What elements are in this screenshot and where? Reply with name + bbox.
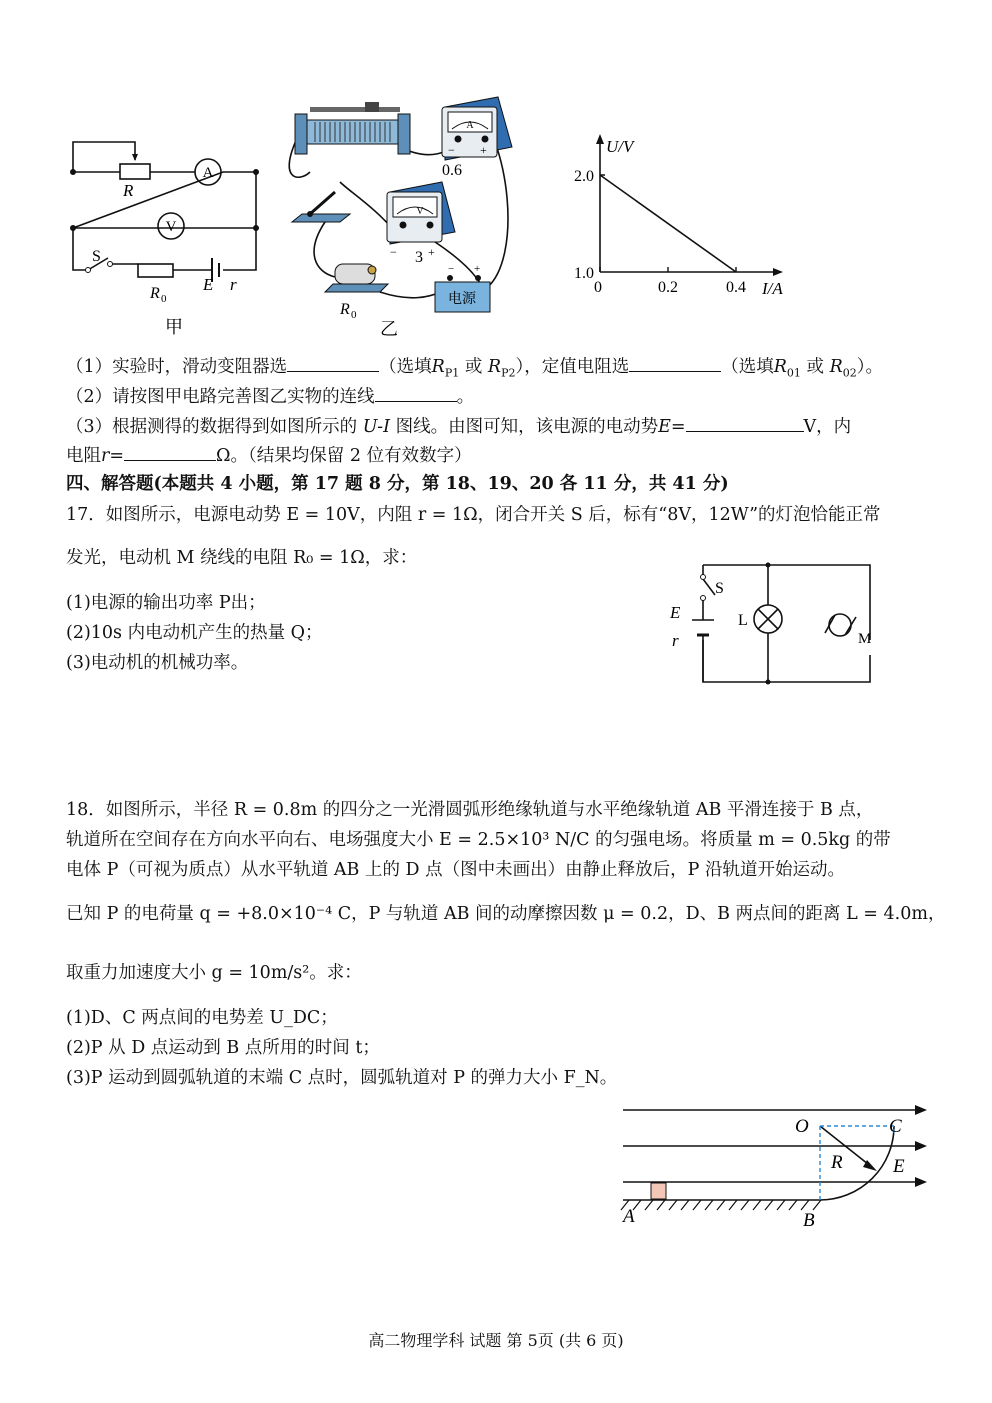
q3b-text: 电阻 bbox=[66, 446, 101, 466]
section-4-heading: 四、解答题(本题共 4 小题，第 17 题 8 分，第 18、19、20 各 11 分，共 41 分) bbox=[66, 474, 729, 494]
q1-hint: （选填 bbox=[379, 357, 432, 377]
q3-text: （3）根据测得的数据得到如图所示的 bbox=[66, 417, 358, 437]
x-axis-label: I/A bbox=[762, 279, 783, 298]
q1-text: （1）实验时，滑动变阻器选 bbox=[66, 357, 288, 377]
x-tick-label: 0 bbox=[594, 279, 602, 296]
q3-blank-resistance[interactable] bbox=[124, 443, 216, 461]
r-symbol: r bbox=[101, 446, 110, 466]
figure-caption-yi: 乙 bbox=[380, 319, 398, 339]
point-a-label: A bbox=[623, 1206, 635, 1227]
emf-symbol: E bbox=[658, 417, 671, 437]
ammeter-minus: − bbox=[448, 143, 455, 157]
q18-sub-1: (1)D、C 两点间的电势差 U_DC； bbox=[66, 1008, 338, 1028]
power-plus: + bbox=[474, 263, 481, 275]
q3-text-2: 图线。由图可知，该电源的电动势 bbox=[395, 417, 659, 437]
q18-line-1: 18．如图所示，半径 R = 0.8m 的四分之一光滑圆弧形绝缘轨道与水平绝缘轨道 AB 平滑连接于 B 点， bbox=[66, 800, 874, 820]
q1-blank-rheostat[interactable] bbox=[287, 354, 379, 372]
r0-device-label: R bbox=[340, 301, 350, 318]
q1-or-1: 或 bbox=[464, 357, 483, 377]
rheostat-device bbox=[295, 102, 410, 154]
rp1-subscript: P1 bbox=[444, 366, 460, 380]
q18-sub-3: (3)P 运动到圆弧轨道的末端 C 点时，圆弧轨道对 P 的弹力大小 F_N。 bbox=[66, 1068, 618, 1088]
q3b-end: Ω。（结果均保留 2 位有效数字） bbox=[216, 446, 472, 466]
q17-line-1: 17．如图所示，电源电动势 E = 10V，内阻 r = 1Ω，闭合开关 S 后，标有“8V，12W”的灯泡恰能正常 bbox=[66, 505, 881, 525]
r02-subscript: 02 bbox=[842, 366, 857, 380]
x-tick-label: 0.2 bbox=[658, 279, 678, 296]
circuit-diagram-jia bbox=[60, 130, 275, 345]
rp1-symbol: R bbox=[431, 357, 445, 377]
radius-label: R bbox=[831, 1152, 843, 1173]
question-1 bbox=[66, 354, 883, 385]
q17-sub-3: (3)电动机的机械功率。 bbox=[66, 653, 249, 673]
power-minus: − bbox=[448, 263, 455, 275]
q2-end: 。 bbox=[456, 387, 475, 407]
field-e-label: E bbox=[893, 1156, 905, 1177]
voltmeter-label: V bbox=[416, 206, 424, 217]
q1-hint-2: （选填 bbox=[721, 357, 774, 377]
q17-sub-1: (1)电源的输出功率 P出； bbox=[66, 593, 266, 613]
q2-text: （2）请按图甲电路完善图乙实物的连线 bbox=[66, 387, 375, 407]
q18-line-5: 取重力加速度大小 g = 10m/s²。求： bbox=[66, 963, 362, 983]
figure-caption-jia: 甲 bbox=[165, 317, 183, 337]
q18-line-4: 已知 P 的电荷量 q = +8.0×10⁻⁴ C，P 与轨道 AB 间的动摩擦因数 μ = 0.2，D、B 两点间的距离 L = 4.0m， bbox=[66, 904, 946, 924]
rp2-symbol: R bbox=[487, 357, 502, 377]
y-tick-label: 1.0 bbox=[574, 265, 594, 282]
point-o-label: O bbox=[795, 1116, 809, 1137]
voltmeter-minus: − bbox=[390, 245, 397, 259]
q3b-equals: = bbox=[109, 446, 125, 466]
q2-blank[interactable] bbox=[375, 384, 457, 402]
r0-device-subscript: 0 bbox=[351, 309, 357, 321]
point-b-label: B bbox=[803, 1210, 815, 1231]
point-c-label: C bbox=[889, 1116, 902, 1137]
ammeter-label: A bbox=[466, 120, 474, 131]
q17-switch-label: S bbox=[715, 580, 724, 597]
r0-label: R bbox=[150, 285, 160, 302]
circuit-diagram-q17 bbox=[660, 555, 890, 695]
voltmeter-plus: + bbox=[428, 245, 435, 259]
q17-lamp-label: L bbox=[738, 612, 748, 629]
q1-blank-resistor[interactable] bbox=[629, 354, 721, 372]
circuit-diagram-yi bbox=[280, 92, 520, 342]
r0-subscript: 0 bbox=[161, 293, 167, 305]
rheostat-label: R bbox=[123, 181, 134, 200]
question-2 bbox=[66, 384, 474, 408]
question-3 bbox=[66, 414, 851, 438]
q17-sub-2: (2)10s 内电动机产生的热量 Q； bbox=[66, 623, 323, 643]
r01-subscript: 01 bbox=[786, 366, 801, 380]
switch-label: S bbox=[92, 248, 101, 265]
emf-label: E bbox=[203, 275, 214, 294]
ammeter-range: 0.6 bbox=[442, 162, 462, 179]
x-tick-label: 0.4 bbox=[726, 279, 746, 296]
internal-r-label: r bbox=[230, 275, 237, 294]
switch-device bbox=[292, 192, 350, 222]
q3-equals: = bbox=[670, 417, 686, 437]
ammeter-symbol: A bbox=[202, 165, 214, 181]
q3-end: V，内 bbox=[803, 417, 852, 437]
ui-graph bbox=[560, 130, 800, 305]
q17-emf-label: E bbox=[670, 603, 681, 622]
q18-line-3: 电体 P（可视为质点）从水平轨道 AB 上的 D 点（图中未画出）由静止释放后，P 沿轨道开始运动。 bbox=[66, 860, 845, 880]
ammeter-plus: + bbox=[480, 143, 487, 157]
page-footer: 高二物理学科 试题 第 5页 (共 6 页) bbox=[368, 1331, 624, 1350]
q3-blank-emf[interactable] bbox=[686, 414, 804, 432]
ui-symbol: U-I bbox=[362, 417, 390, 437]
q1-text-2: ），定值电阻选 bbox=[515, 357, 630, 377]
voltmeter-range: 3 bbox=[415, 249, 423, 266]
y-tick-label: 2.0 bbox=[574, 168, 594, 185]
question-3-continued bbox=[66, 443, 472, 467]
q1-end: ）。 bbox=[856, 357, 884, 377]
rp2-subscript: P2 bbox=[501, 366, 516, 380]
q1-or-2: 或 bbox=[806, 357, 824, 377]
track-diagram-q18 bbox=[615, 1098, 935, 1233]
q18-line-2: 轨道所在空间存在方向水平向右、电场强度大小 E = 2.5×10³ N/C 的匀强电场。将质量 m = 0.5kg 的带 bbox=[66, 830, 891, 850]
q17-internal-r-label: r bbox=[672, 631, 679, 650]
ui-data-line bbox=[600, 175, 736, 272]
q18-sub-2: (2)P 从 D 点运动到 B 点所用的时间 t； bbox=[66, 1038, 380, 1058]
power-supply-label: 电源 bbox=[448, 292, 476, 307]
voltmeter-symbol: V bbox=[165, 219, 177, 235]
r0-resistor-device bbox=[325, 264, 388, 292]
r02-symbol: R bbox=[829, 357, 843, 377]
q17-motor-label: M bbox=[858, 631, 872, 647]
r01-symbol: R bbox=[773, 357, 787, 377]
charged-body-p bbox=[651, 1183, 666, 1199]
q17-line-2: 发光，电动机 M 绕线的电阻 R₀ = 1Ω，求： bbox=[66, 548, 418, 568]
y-axis-label: U/V bbox=[606, 137, 634, 156]
